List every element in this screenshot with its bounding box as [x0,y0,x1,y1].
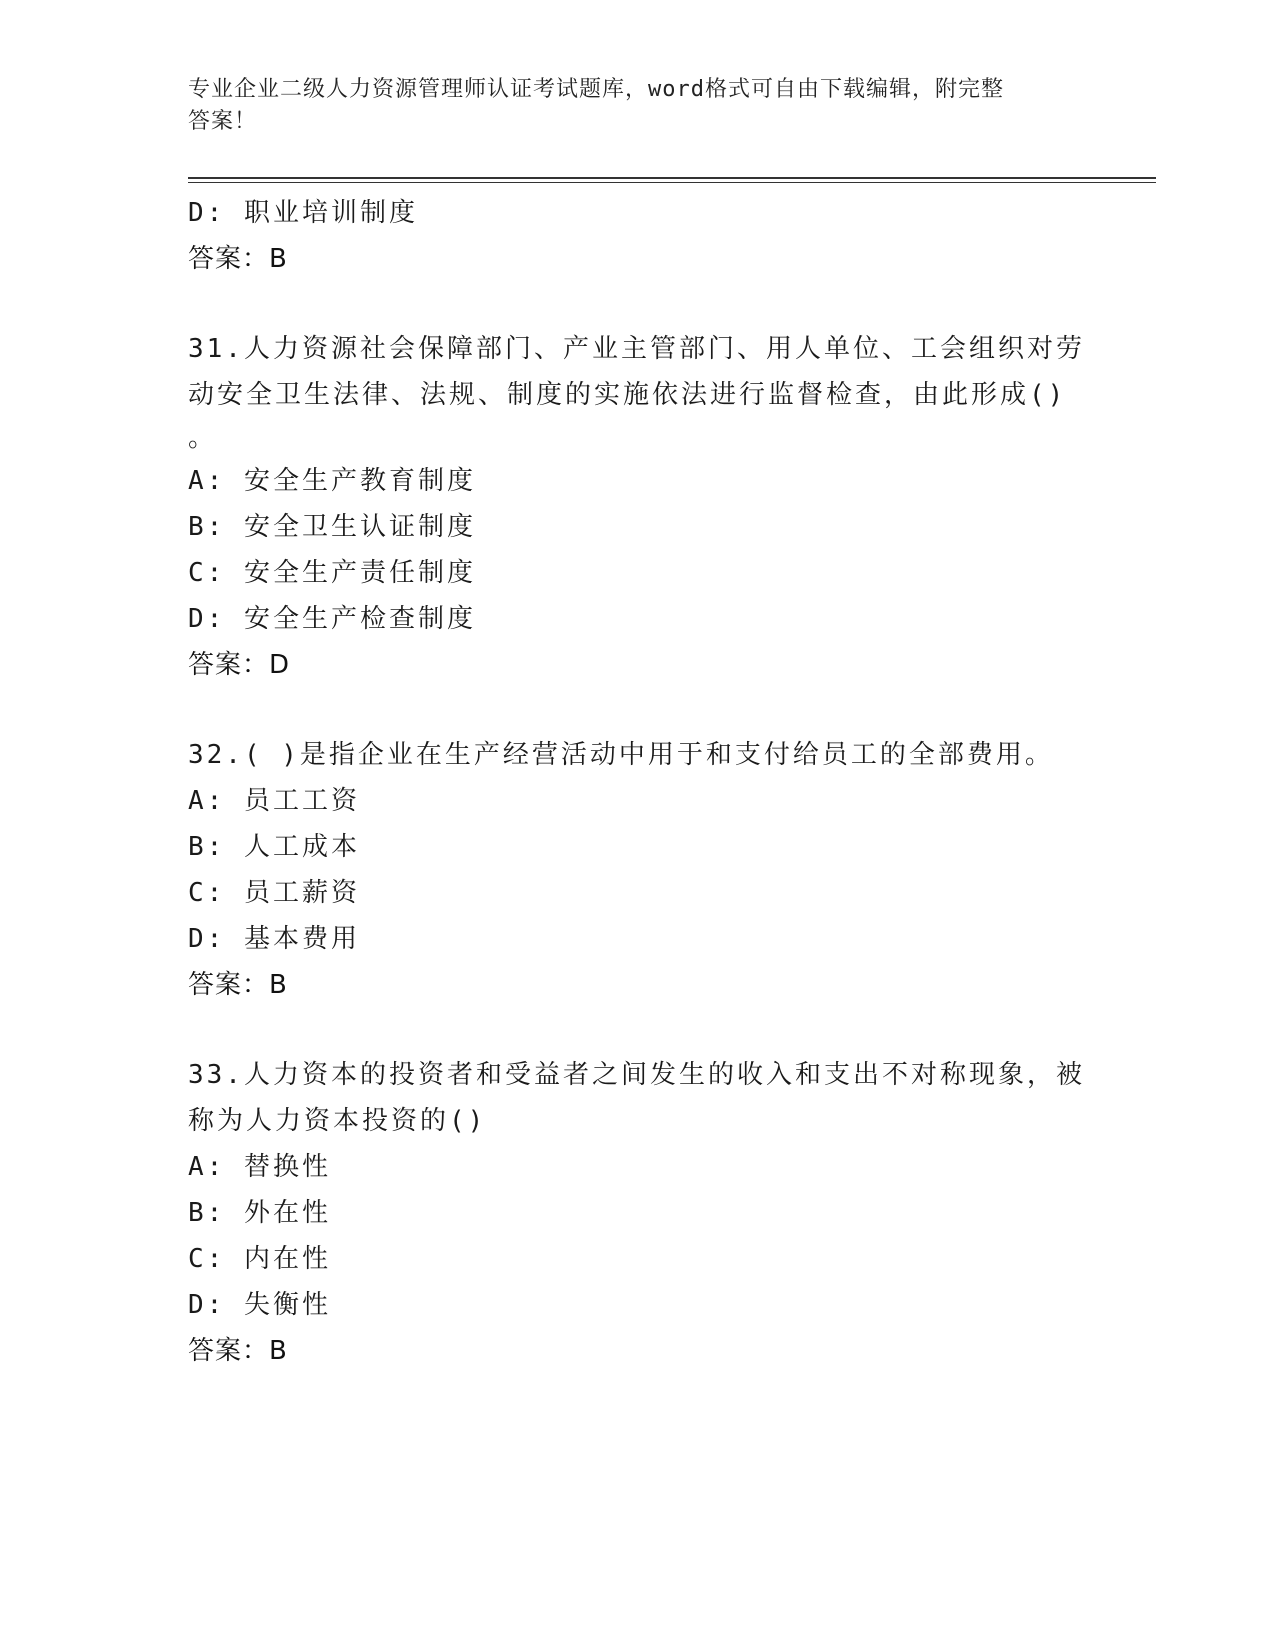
question-stem-line: 动安全卫生法律、法规、制度的实施依法进行监督检查，由此形成() [188,380,1067,410]
header-line-1: 专业企业二级人力资源管理师认证考试题库，word格式可自由下载编辑，附完整 [188,77,1004,102]
option-d: D: 失衡性 [188,1290,331,1320]
answer-text: 答案：B [188,970,288,1000]
option-c: C: 内在性 [188,1244,331,1274]
answer-text: 答案：B [188,1336,288,1366]
option-a: A: 安全生产教育制度 [188,466,476,496]
option-d: D: 职业培训制度 [188,198,418,228]
option-b: B: 安全卫生认证制度 [188,512,476,542]
option-c: C: 安全生产责任制度 [188,558,476,588]
option-b: B: 外在性 [188,1198,331,1228]
question-stem-line: 称为人力资本投资的() [188,1106,487,1136]
option-c: C: 员工薪资 [188,878,360,908]
document-header-note [188,74,1088,138]
question-stem-line: 32.( )是指企业在生产经营活动中用于和支付给员工的全部费用。 [188,740,1054,770]
answer-text: 答案：D [188,650,291,680]
option-a: A: 员工工资 [188,786,360,816]
option-b: B: 人工成本 [188,832,360,862]
option-d: D: 安全生产检查制度 [188,604,476,634]
question-31 [188,326,1088,688]
answer-text: 答案：B [188,244,288,274]
header-line-2: 答案！ [188,109,258,134]
question-33 [188,1052,1088,1374]
question-stem-line: 33.人力资本的投资者和受益者之间发生的收入和支出不对称现象，被 [188,1060,1085,1090]
header-divider [188,177,1156,183]
previous-question-tail [188,190,1088,282]
spacer [188,282,1088,326]
question-stem-line: 。 [188,423,218,453]
question-32 [188,732,1088,1008]
question-stem-line: 31.人力资源社会保障部门、产业主管部门、用人单位、工会组织对劳 [188,334,1085,364]
spacer [188,1008,1088,1052]
question-list [188,190,1088,1374]
option-a: A: 替换性 [188,1152,331,1182]
spacer [188,688,1088,732]
option-d: D: 基本费用 [188,924,360,954]
